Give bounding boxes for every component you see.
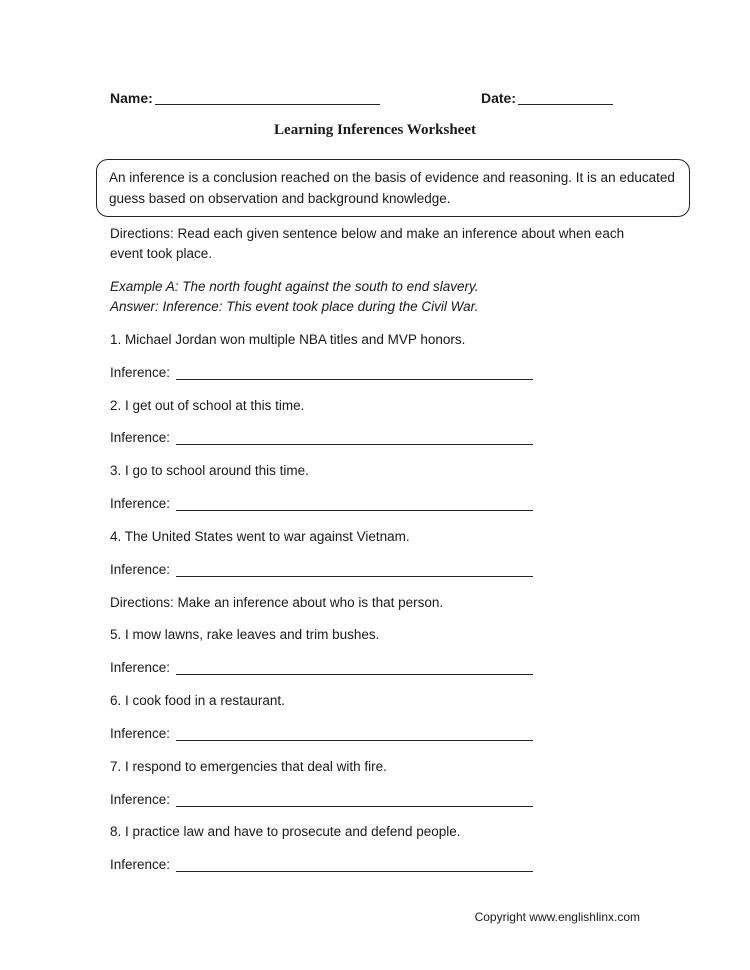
question-5: 5. I mow lawns, rake leaves and trim bushes. <box>110 627 380 642</box>
question-2: 2. I get out of school at this time. <box>110 398 305 413</box>
inference-label-5: Inference: <box>110 660 171 675</box>
example-line-1: Example A: The north fought against the south to end slavery. <box>110 279 479 294</box>
copyright-text: Copyright www.englishlinx.com <box>474 910 640 924</box>
inference-answer-2[interactable] <box>176 444 533 445</box>
directions-1 <box>110 224 624 264</box>
name-field[interactable] <box>155 104 380 105</box>
directions-2: Directions: Make an inference about who is that person. <box>110 595 444 610</box>
question-8: 8. I practice law and have to prosecute and defend people. <box>110 824 461 839</box>
inference-answer-3[interactable] <box>176 510 533 511</box>
inference-answer-8[interactable] <box>176 871 533 872</box>
inference-answer-6[interactable] <box>176 740 533 741</box>
inference-label-7: Inference: <box>110 792 171 807</box>
question-7: 7. I respond to emergencies that deal with fire. <box>110 759 387 774</box>
date-label: Date: <box>481 90 517 106</box>
inference-answer-5[interactable] <box>176 674 533 675</box>
question-6: 6. I cook food in a restaurant. <box>110 693 285 708</box>
definition-text: An inference is a conclusion reached on the basis of evidence and reasoning. It is an educated guess based on observation and background knowledge. <box>109 170 675 206</box>
worksheet-title: Learning Inferences Worksheet <box>274 122 476 138</box>
question-1: 1. Michael Jordan won multiple NBA titles and MVP honors. <box>110 332 466 347</box>
directions-1-line-1: Directions: Read each given sentence below and make an inference about when each <box>110 226 625 241</box>
directions-1-line-2: event took place. <box>110 246 213 261</box>
inference-answer-7[interactable] <box>176 806 533 807</box>
inference-label-1: Inference: <box>110 365 171 380</box>
inference-label-2: Inference: <box>110 430 171 445</box>
question-3: 3. I go to school around this time. <box>110 463 309 478</box>
inference-answer-1[interactable] <box>176 379 533 380</box>
date-field[interactable] <box>518 104 613 105</box>
name-label: Name: <box>110 90 153 106</box>
inference-answer-4[interactable] <box>176 576 533 577</box>
question-4: 4. The United States went to war against Vietnam. <box>110 529 410 544</box>
example-block <box>110 277 478 317</box>
definition-box <box>96 159 690 217</box>
inference-label-8: Inference: <box>110 857 171 872</box>
inference-label-3: Inference: <box>110 496 171 511</box>
example-line-2: Answer: Inference: This event took place during the Civil War. <box>110 299 479 314</box>
inference-label-4: Inference: <box>110 562 171 577</box>
inference-label-6: Inference: <box>110 726 171 741</box>
